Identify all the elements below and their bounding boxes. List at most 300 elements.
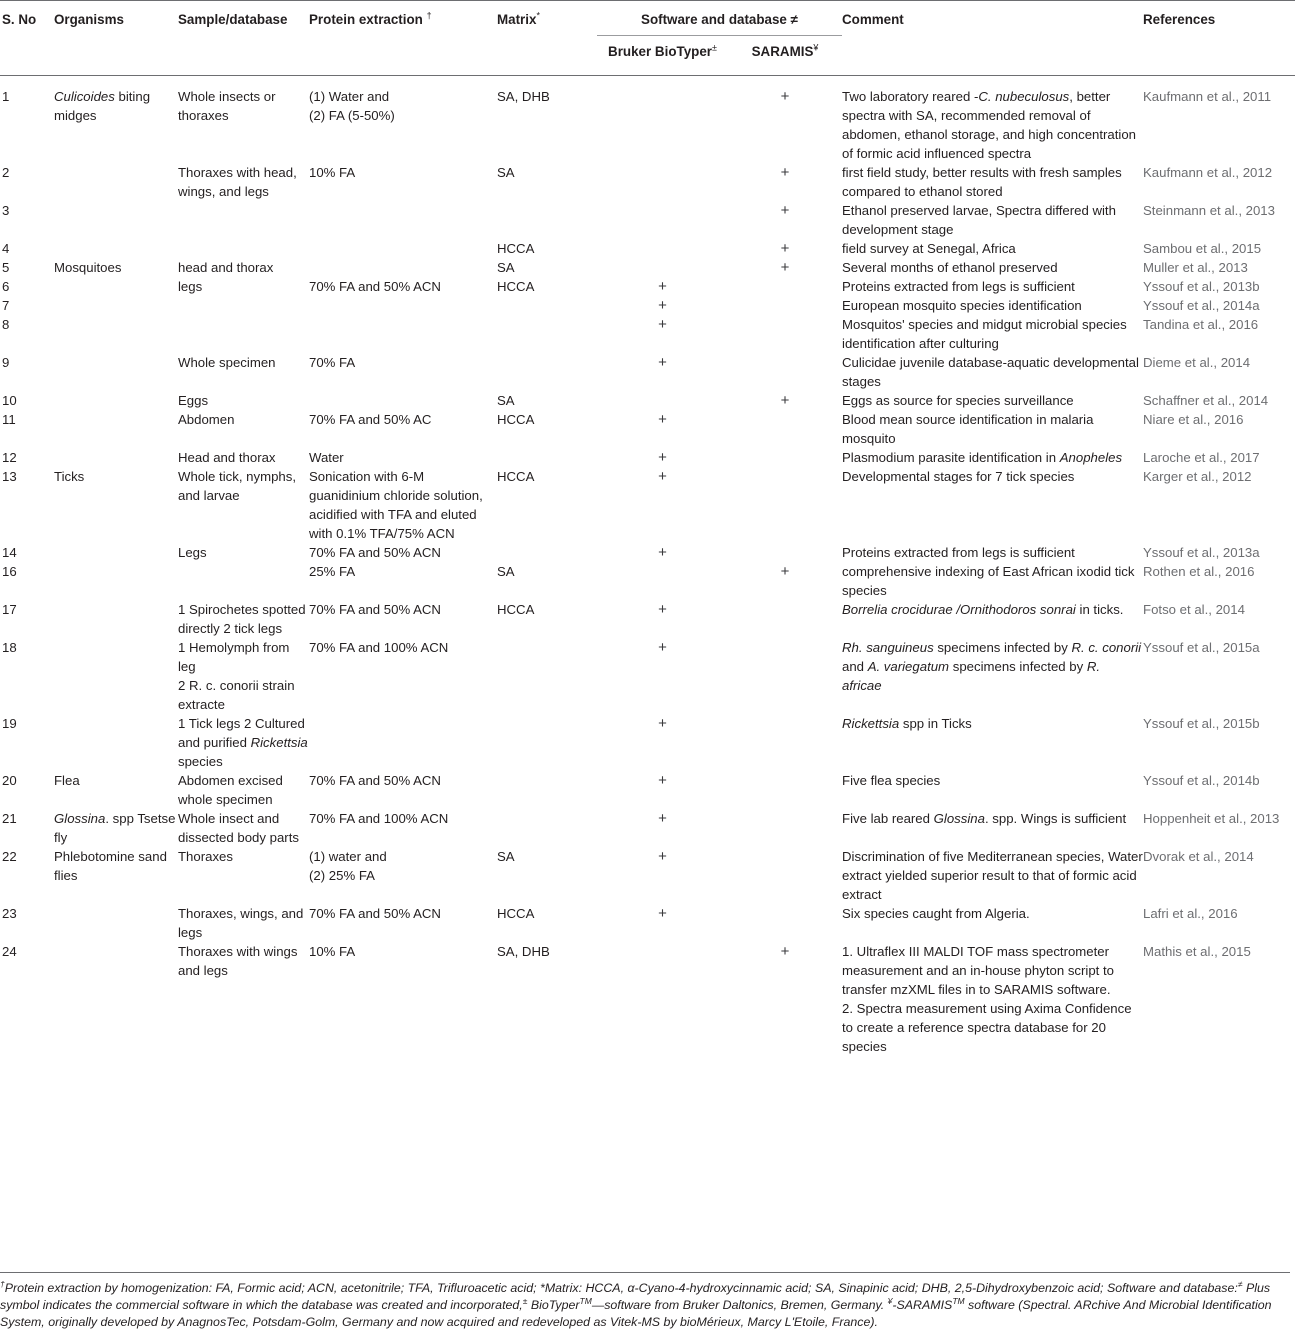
cell-protein-extraction (309, 714, 497, 771)
cell-protein-extraction (309, 600, 497, 638)
cell-reference (1143, 543, 1295, 562)
cell-saramis-text: + (780, 240, 790, 257)
cell-saramis (728, 600, 842, 638)
cell-protein-extraction (309, 239, 497, 258)
cell-sno (0, 353, 54, 391)
cell-sno-text: 20 (2, 773, 17, 788)
cell-organism (54, 353, 178, 391)
cell-saramis (728, 448, 842, 467)
cell-biotyper-text: + (658, 354, 667, 371)
cell-protein-extraction-text: 70% FA and 50% ACN (309, 906, 441, 921)
cell-sample (178, 714, 309, 771)
cell-matrix (497, 391, 597, 410)
cell-protein-extraction-text: 10% FA (309, 944, 356, 959)
cell-matrix (497, 296, 597, 315)
cell-protein-extraction-text: 70% FA and 100% ACN (309, 640, 449, 655)
cell-matrix (497, 714, 597, 771)
cell-protein-extraction-text: 70% FA (309, 355, 356, 370)
header-sample: Sample/database (178, 1, 309, 76)
cell-reference (1143, 638, 1295, 714)
cell-reference (1143, 201, 1295, 239)
cell-comment (842, 201, 1143, 239)
cell-sno (0, 239, 54, 258)
cell-biotyper (597, 543, 728, 562)
cell-reference (1143, 163, 1295, 201)
cell-sno (0, 562, 54, 600)
cell-sno (0, 163, 54, 201)
cell-comment (842, 410, 1143, 448)
cell-protein-extraction-text: 10% FA (309, 165, 356, 180)
cell-sno-text: 21 (2, 811, 17, 826)
cell-biotyper (597, 638, 728, 714)
cell-sno (0, 315, 54, 353)
cell-reference-text: Yssouf et al., 2013b (1143, 279, 1260, 294)
cell-sample (178, 410, 309, 448)
cell-comment-text: Rh. sanguineus specimens infected by R. c. conorii and A. variegatum specimens infected by R. africae (842, 640, 1142, 693)
cell-sno (0, 809, 54, 847)
cell-matrix (497, 771, 597, 809)
cell-sno-text: 17 (2, 602, 17, 617)
table-row (0, 201, 1295, 239)
cell-comment-text: Culicidae juvenile database-aquatic developmental stages (842, 355, 1139, 389)
cell-saramis (728, 638, 842, 714)
cell-sample-text: Abdomen excised whole specimen (178, 773, 283, 807)
cell-organism (54, 638, 178, 714)
cell-comment-text: Developmental stages for 7 tick species (842, 469, 1075, 484)
table-row (0, 809, 1295, 847)
cell-matrix (497, 448, 597, 467)
table-footnote: †Protein extraction by homogenization: FA, Formic acid; ACN, acetonitrile; TFA, Trifluroacetic acid; *Matrix: HCCA, α-Cyano-4-hydroxycinnamic acid; SA, Sinapinic acid; DHB, 2,5-Dihydroxybenzoic acid; Software and database:≠ Plus symbol indicates the commercial software in which the database was created and incorporated,± BioTyper™—software from Bruker Daltonics, Bremen, Germany. ¥-SARAMIS™ software (Spectral. ARchive And Microbial Identification System, originally developed by AnagnosTec, Potsdam-Golm, Germany and now acquired and redeveloped as Vitek-MS by bioMérieux, Marcy L'Etoile, France). (0, 1272, 1290, 1331)
table-body (0, 76, 1295, 1067)
cell-reference-text: Rothen et al., 2016 (1143, 564, 1255, 579)
cell-comment-text: Several months of ethanol preserved (842, 260, 1058, 275)
cell-reference-text: Hoppenheit et al., 2013 (1143, 811, 1280, 826)
cell-comment (842, 277, 1143, 296)
cell-protein-extraction-text: 70% FA and 100% ACN (309, 811, 449, 826)
cell-comment (842, 448, 1143, 467)
cell-matrix-text: HCCA (497, 412, 535, 427)
cell-comment (842, 163, 1143, 201)
cell-reference (1143, 258, 1295, 277)
table-row (0, 163, 1295, 201)
cell-protein-extraction (309, 809, 497, 847)
cell-matrix (497, 258, 597, 277)
cell-sno-text: 6 (2, 279, 10, 294)
cell-comment-text: European mosquito species identification (842, 298, 1082, 313)
table-row (0, 296, 1295, 315)
cell-reference-text: Kaufmann et al., 2011 (1143, 89, 1272, 104)
cell-reference (1143, 771, 1295, 809)
cell-matrix-text: SA, DHB (497, 944, 550, 959)
cell-matrix (497, 201, 597, 239)
cell-comment-text: Proteins extracted from legs is sufficient (842, 279, 1075, 294)
cell-sno (0, 76, 54, 164)
cell-biotyper-text: + (658, 544, 667, 561)
cell-matrix-text: HCCA (497, 469, 535, 484)
cell-reference-text: Sambou et al., 2015 (1143, 241, 1262, 256)
cell-saramis (728, 942, 842, 1066)
cell-sno-text: 19 (2, 716, 17, 731)
cell-sample (178, 277, 309, 296)
cell-reference (1143, 315, 1295, 353)
cell-protein-extraction (309, 201, 497, 239)
cell-protein-extraction (309, 638, 497, 714)
cell-protein-extraction (309, 410, 497, 448)
cell-reference-text: Steinmann et al., 2013 (1143, 203, 1275, 218)
cell-reference-text: Karger et al., 2012 (1143, 469, 1252, 484)
table-row (0, 847, 1295, 904)
cell-reference (1143, 448, 1295, 467)
cell-sno-text: 16 (2, 564, 17, 579)
cell-saramis (728, 904, 842, 942)
cell-saramis (728, 76, 842, 164)
header-comment: Comment (842, 1, 1143, 76)
table-row (0, 353, 1295, 391)
table-row (0, 942, 1295, 1066)
cell-protein-extraction (309, 315, 497, 353)
cell-organism-text: Ticks (54, 469, 85, 484)
cell-protein-extraction (309, 467, 497, 543)
cell-comment (842, 76, 1143, 164)
cell-protein-extraction (309, 904, 497, 942)
cell-sno-text: 7 (2, 298, 10, 313)
cell-comment-text: Rickettsia spp in Ticks (842, 716, 972, 731)
header-biotyper: Bruker BioTyper± (597, 36, 728, 76)
cell-saramis (728, 391, 842, 410)
cell-reference (1143, 76, 1295, 164)
cell-sample-text: legs (178, 279, 203, 294)
cell-sample-text: head and thorax (178, 260, 274, 275)
cell-protein-extraction (309, 296, 497, 315)
cell-sample (178, 315, 309, 353)
table-row (0, 277, 1295, 296)
cell-matrix-text: SA (497, 393, 515, 408)
table-row (0, 904, 1295, 942)
cell-sample (178, 771, 309, 809)
cell-reference-text: Kaufmann et al., 2012 (1143, 165, 1273, 180)
cell-sample (178, 847, 309, 904)
cell-biotyper (597, 76, 728, 164)
cell-sno (0, 600, 54, 638)
cell-matrix-text: SA (497, 849, 515, 864)
header-software: Software and database ≠ (597, 1, 842, 36)
cell-matrix-text: SA (497, 564, 515, 579)
cell-matrix (497, 277, 597, 296)
cell-reference-text: Yssouf et al., 2015a (1143, 640, 1260, 655)
cell-organism (54, 562, 178, 600)
cell-biotyper (597, 277, 728, 296)
cell-sno (0, 771, 54, 809)
cell-matrix-text: HCCA (497, 241, 535, 256)
cell-comment-text: 1. Ultraflex III MALDI TOF mass spectrometer measurement and an in-house phyton script to transfer mzXML files in to SARAMIS software. 2. Spectra measurement using Axima Confidence to create a reference spectra database for 20 species (842, 944, 1132, 1054)
cell-saramis (728, 543, 842, 562)
cell-organism-text: Phlebotomine sand flies (54, 849, 167, 883)
cell-organism (54, 315, 178, 353)
cell-matrix (497, 809, 597, 847)
cell-comment-text: Ethanol preserved larvae, Spectra differed with development stage (842, 203, 1116, 237)
cell-biotyper (597, 201, 728, 239)
cell-protein-extraction-text: Sonication with 6-M guanidinium chloride solution, acidified with TFA and eluted with 0.1% TFA/75% ACN (309, 469, 483, 541)
cell-organism (54, 76, 178, 164)
header-organisms: Organisms (54, 1, 178, 76)
cell-sno-text: 9 (2, 355, 10, 370)
cell-reference (1143, 904, 1295, 942)
cell-comment (842, 467, 1143, 543)
cell-saramis (728, 277, 842, 296)
cell-organism (54, 239, 178, 258)
cell-matrix (497, 239, 597, 258)
cell-reference-text: Niare et al., 2016 (1143, 412, 1244, 427)
cell-sample-text: Whole tick, nymphs, and larvae (178, 469, 296, 503)
cell-comment (842, 296, 1143, 315)
cell-sample-text: Legs (178, 545, 207, 560)
cell-comment (842, 771, 1143, 809)
cell-comment (842, 562, 1143, 600)
cell-sample (178, 296, 309, 315)
cell-biotyper-text: + (658, 601, 667, 618)
cell-protein-extraction (309, 847, 497, 904)
cell-comment-text: field survey at Senegal, Africa (842, 241, 1016, 256)
cell-organism (54, 277, 178, 296)
cell-saramis-text: + (780, 392, 790, 409)
cell-biotyper-text: + (658, 715, 667, 732)
cell-sno-text: 8 (2, 317, 10, 332)
cell-sno-text: 5 (2, 260, 10, 275)
cell-reference-text: Schaffner et al., 2014 (1143, 393, 1269, 408)
cell-matrix (497, 467, 597, 543)
cell-organism (54, 448, 178, 467)
cell-saramis (728, 353, 842, 391)
cell-saramis-text: + (780, 202, 790, 219)
cell-saramis (728, 562, 842, 600)
cell-saramis-text: + (780, 88, 790, 105)
cell-reference (1143, 942, 1295, 1066)
cell-biotyper (597, 258, 728, 277)
cell-organism (54, 771, 178, 809)
cell-reference-text: Dvorak et al., 2014 (1143, 849, 1254, 864)
cell-sno (0, 296, 54, 315)
cell-biotyper-text: + (658, 848, 667, 865)
cell-biotyper (597, 942, 728, 1066)
cell-saramis-text: + (780, 943, 790, 960)
table-header (0, 1, 1295, 76)
cell-organism (54, 467, 178, 543)
cell-comment-text: Mosquitos' species and midgut microbial species identification after culturing (842, 317, 1127, 351)
cell-reference (1143, 467, 1295, 543)
cell-saramis (728, 847, 842, 904)
cell-matrix (497, 904, 597, 942)
cell-organism (54, 201, 178, 239)
cell-sno (0, 448, 54, 467)
cell-comment (842, 809, 1143, 847)
cell-matrix (497, 76, 597, 164)
cell-sno (0, 904, 54, 942)
cell-comment (842, 391, 1143, 410)
cell-saramis (728, 809, 842, 847)
cell-reference (1143, 277, 1295, 296)
cell-comment (842, 638, 1143, 714)
cell-organism (54, 296, 178, 315)
cell-sample (178, 76, 309, 164)
cell-sno (0, 201, 54, 239)
cell-reference-text: Mathis et al., 2015 (1143, 944, 1251, 959)
cell-protein-extraction-text: 70% FA and 50% AC (309, 412, 432, 427)
cell-comment-text: Borrelia crocidurae /Ornithodoros sonrai in ticks. (842, 602, 1124, 617)
table-row (0, 315, 1295, 353)
cell-sample (178, 163, 309, 201)
cell-sno-text: 4 (2, 241, 10, 256)
cell-protein-extraction (309, 562, 497, 600)
table-row (0, 638, 1295, 714)
cell-sample (178, 600, 309, 638)
cell-sno-text: 24 (2, 944, 17, 959)
cell-comment (842, 600, 1143, 638)
cell-protein-extraction-text: 70% FA and 50% ACN (309, 279, 441, 294)
cell-reference-text: Yssouf et al., 2015b (1143, 716, 1260, 731)
cell-sample (178, 562, 309, 600)
cell-comment-text: comprehensive indexing of East African ixodid tick species (842, 564, 1135, 598)
cell-biotyper-text: + (658, 468, 667, 485)
table-row (0, 543, 1295, 562)
cell-comment-text: Blood mean source identification in malaria mosquito (842, 412, 1094, 446)
cell-protein-extraction (309, 353, 497, 391)
cell-biotyper (597, 809, 728, 847)
cell-protein-extraction (309, 76, 497, 164)
cell-biotyper (597, 600, 728, 638)
cell-reference (1143, 239, 1295, 258)
header-references: References (1143, 1, 1295, 76)
cell-sample-text: 1 Tick legs 2 Cultured and purified Rickettsia species (178, 716, 308, 769)
cell-protein-extraction-text: 70% FA and 50% ACN (309, 773, 441, 788)
cell-matrix (497, 315, 597, 353)
cell-comment (842, 847, 1143, 904)
cell-comment (842, 543, 1143, 562)
table-row (0, 239, 1295, 258)
cell-sample (178, 258, 309, 277)
cell-protein-extraction-text: (1) Water and (2) FA (5-50%) (309, 89, 395, 123)
header-protein: Protein extraction † (309, 1, 497, 76)
cell-reference (1143, 600, 1295, 638)
cell-matrix-text: HCCA (497, 906, 535, 921)
cell-sno (0, 258, 54, 277)
cell-matrix (497, 543, 597, 562)
cell-comment-text: first field study, better results with fresh samples compared to ethanol stored (842, 165, 1122, 199)
cell-organism (54, 809, 178, 847)
cell-biotyper (597, 467, 728, 543)
cell-sno (0, 410, 54, 448)
cell-comment-text: Eggs as source for species surveillance (842, 393, 1074, 408)
cell-matrix (497, 600, 597, 638)
cell-reference-text: Dieme et al., 2014 (1143, 355, 1251, 370)
cell-reference-text: Yssouf et al., 2013a (1143, 545, 1260, 560)
cell-sample (178, 942, 309, 1066)
cell-protein-extraction-text: 70% FA and 50% ACN (309, 602, 441, 617)
cell-reference-text: Tandina et al., 2016 (1143, 317, 1259, 332)
cell-sample-text: 1 Hemolymph from leg 2 R. c. conorii strain extracte (178, 640, 295, 712)
cell-biotyper-text: + (658, 905, 667, 922)
cell-sample (178, 391, 309, 410)
table-row (0, 562, 1295, 600)
cell-sample-text: Thoraxes with head, wings, and legs (178, 165, 297, 199)
cell-reference (1143, 410, 1295, 448)
cell-organism (54, 163, 178, 201)
cell-saramis (728, 296, 842, 315)
cell-sample-text: Head and thorax (178, 450, 276, 465)
cell-organism-text: Mosquitoes (54, 260, 122, 275)
cell-comment (842, 239, 1143, 258)
cell-matrix-text: HCCA (497, 602, 535, 617)
cell-biotyper (597, 562, 728, 600)
cell-saramis-text: + (780, 563, 790, 580)
cell-sno-text: 23 (2, 906, 17, 921)
cell-reference (1143, 562, 1295, 600)
cell-saramis-text: + (780, 259, 790, 276)
cell-reference (1143, 847, 1295, 904)
cell-comment (842, 258, 1143, 277)
table-row (0, 391, 1295, 410)
cell-matrix (497, 847, 597, 904)
cell-sno-text: 1 (2, 89, 10, 104)
cell-organism (54, 904, 178, 942)
cell-biotyper (597, 714, 728, 771)
table-row (0, 771, 1295, 809)
cell-protein-extraction (309, 771, 497, 809)
cell-protein-extraction-text: (1) water and (2) 25% FA (309, 849, 387, 883)
cell-protein-extraction (309, 277, 497, 296)
cell-protein-extraction (309, 391, 497, 410)
cell-protein-extraction (309, 163, 497, 201)
cell-organism (54, 543, 178, 562)
cell-organism (54, 391, 178, 410)
cell-protein-extraction (309, 543, 497, 562)
header-matrix: Matrix* (497, 1, 597, 76)
cell-comment (842, 714, 1143, 771)
cell-organism-text: Culicoides biting midges (54, 89, 151, 123)
cell-sno-text: 12 (2, 450, 17, 465)
cell-sno (0, 277, 54, 296)
cell-biotyper (597, 315, 728, 353)
cell-sno (0, 391, 54, 410)
cell-sno (0, 714, 54, 771)
cell-reference-text: Yssouf et al., 2014a (1143, 298, 1260, 313)
cell-matrix (497, 163, 597, 201)
cell-matrix (497, 942, 597, 1066)
cell-organism (54, 714, 178, 771)
cell-matrix (497, 410, 597, 448)
cell-saramis (728, 467, 842, 543)
cell-biotyper-text: + (658, 810, 667, 827)
cell-reference (1143, 714, 1295, 771)
cell-matrix-text: HCCA (497, 279, 535, 294)
cell-sample-text: Abdomen (178, 412, 235, 427)
cell-reference-text: Yssouf et al., 2014b (1143, 773, 1260, 788)
cell-sample-text: Eggs (178, 393, 209, 408)
cell-organism-text: Flea (54, 773, 80, 788)
cell-biotyper (597, 771, 728, 809)
cell-reference (1143, 296, 1295, 315)
cell-sample-text: Whole specimen (178, 355, 276, 370)
cell-biotyper-text: + (658, 639, 667, 656)
cell-biotyper (597, 239, 728, 258)
table-row (0, 410, 1295, 448)
cell-saramis (728, 315, 842, 353)
cell-saramis (728, 201, 842, 239)
cell-sno-text: 3 (2, 203, 10, 218)
cell-sno (0, 638, 54, 714)
cell-sample (178, 809, 309, 847)
cell-sample (178, 543, 309, 562)
cell-comment-text: Proteins extracted from legs is sufficient (842, 545, 1075, 560)
